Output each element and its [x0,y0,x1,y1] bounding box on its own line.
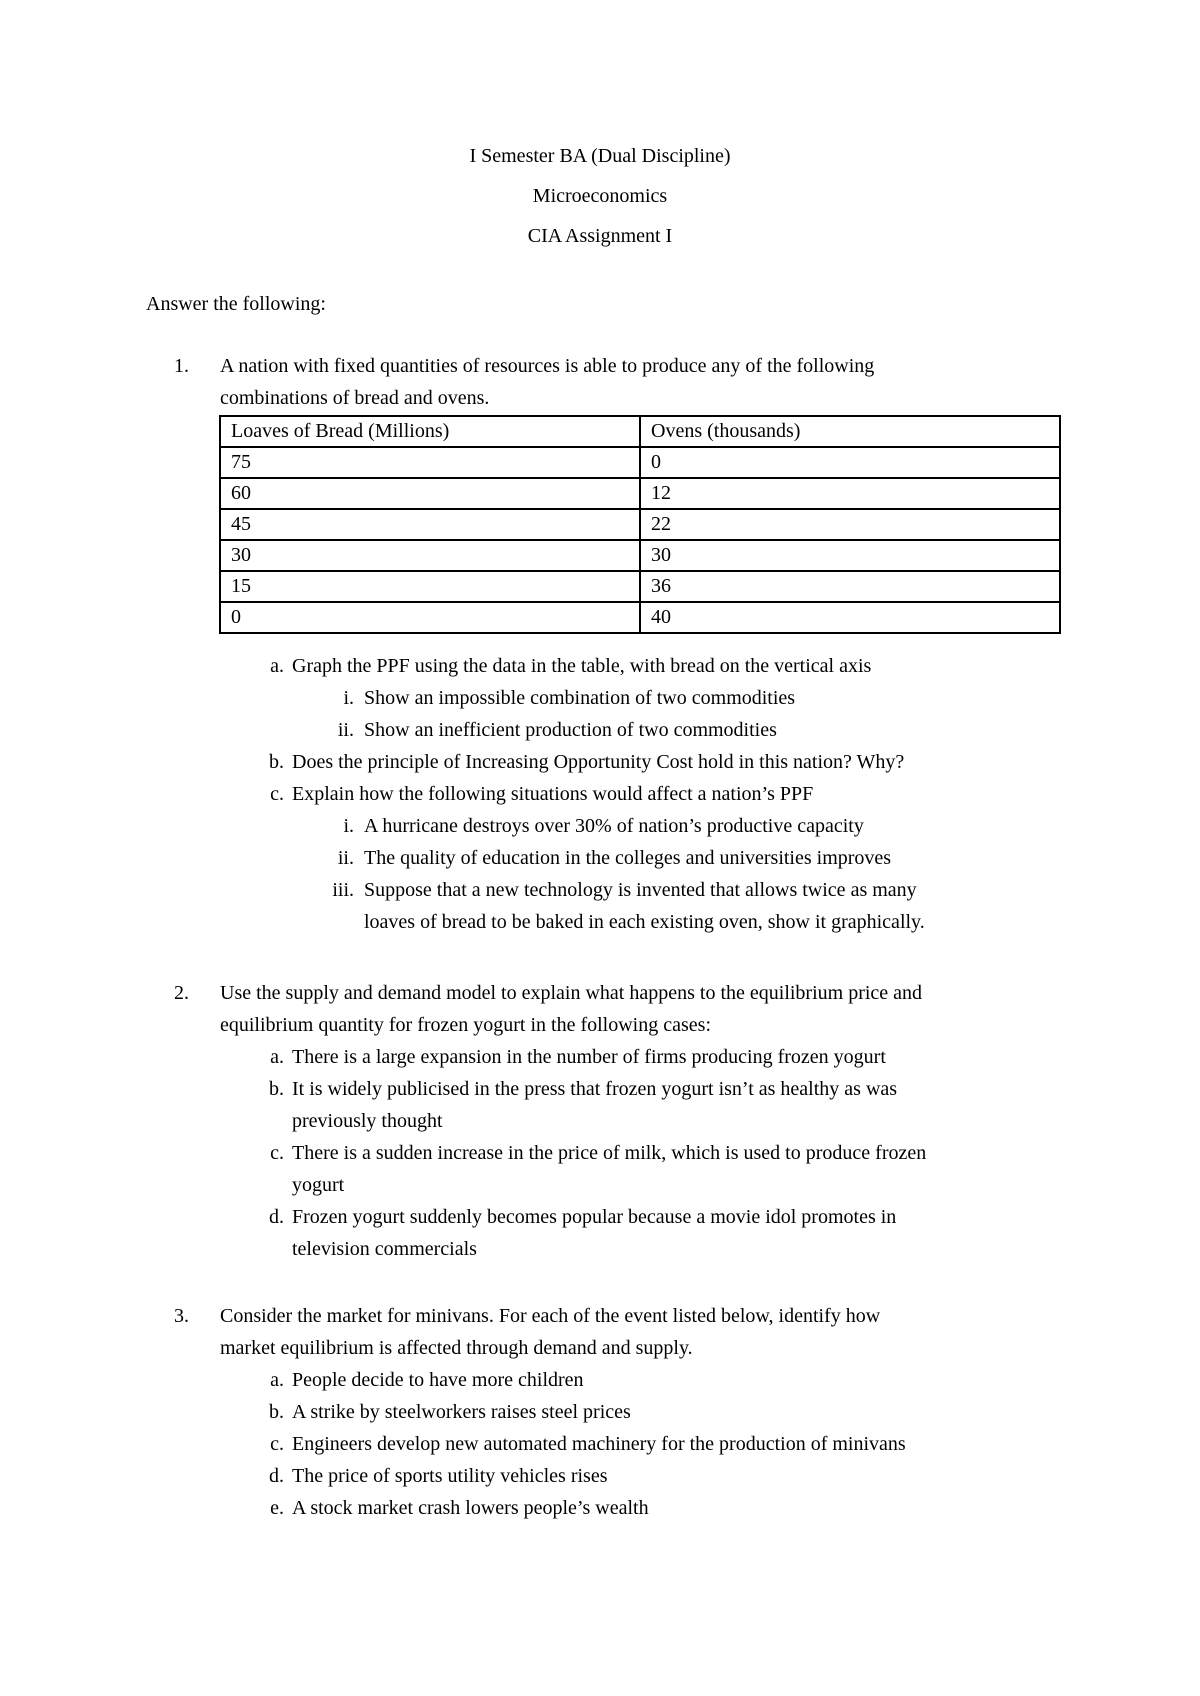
table-cell: 22 [640,509,1060,540]
sub-question-text: Does the principle of Increasing Opportunity Cost hold in this nation? Why? [292,751,905,773]
question-number: 3. [174,1305,189,1327]
assignment-heading: CIA Assignment I [527,225,673,247]
table-header-row [220,416,1060,447]
question-3-line [146,1332,1066,1364]
sub-question-text: The price of sports utility vehicles rises [292,1465,608,1487]
table-row [220,602,1060,633]
instructions: Answer the following: [146,293,326,315]
sub-sub-question [146,714,1066,746]
question-number: 1. [174,355,189,377]
sub-question [146,650,1066,682]
table-cell: 75 [220,447,640,478]
sub-sub-question-text: Show an inefficient production of two commodities [364,719,777,741]
sub-question-continued [146,1169,1066,1201]
sub-sub-question-text: The quality of education in the colleges and universities improves [364,847,892,869]
table-row [220,509,1060,540]
sub-question [146,778,1066,810]
question-3-line [146,1300,1066,1332]
sub-question-text: television commercials [292,1238,477,1260]
table-cell: 30 [640,540,1060,571]
sub-sub-question-label: i. [343,687,354,709]
sub-sub-question-label: iii. [332,879,354,901]
sub-question-text: previously thought [292,1110,443,1132]
sub-question-continued [146,1105,1066,1137]
sub-sub-question [146,874,1066,906]
sub-question [146,1201,1066,1233]
sub-question [146,1396,1066,1428]
sub-question [146,1428,1066,1460]
question-1-parts [146,650,1066,938]
sub-sub-question-text: A hurricane destroys over 30% of nation’s productive capacity [364,815,864,837]
sub-question-text: A stock market crash lowers people’s wealth [292,1497,649,1519]
sub-question-text: There is a large expansion in the number of firms producing frozen yogurt [292,1046,886,1068]
sub-question-text: There is a sudden increase in the price of milk, which is used to produce frozen [292,1142,927,1164]
table-row [220,571,1060,602]
question-text: equilibrium quantity for frozen yogurt in the following cases: [220,1014,711,1036]
sub-question-text: People decide to have more children [292,1369,584,1391]
table-cell: 0 [220,602,640,633]
question-text: Use the supply and demand model to explain what happens to the equilibrium price and [220,982,923,1004]
sub-sub-question-label: ii. [337,847,354,869]
sub-question [146,1041,1066,1073]
sub-question-label: a. [270,655,284,677]
sub-question-text: Explain how the following situations would affect a nation’s PPF [292,783,814,805]
column-header: Ovens (thousands) [640,416,1060,447]
sub-question [146,1073,1066,1105]
table-cell: 30 [220,540,640,571]
sub-question-text: Engineers develop new automated machinery for the production of minivans [292,1433,906,1455]
question-text: combinations of bread and ovens. [220,387,490,409]
sub-sub-question-text: loaves of bread to be baked in each existing oven, show it graphically. [364,911,925,933]
table-cell: 60 [220,478,640,509]
sub-question-text: Graph the PPF using the data in the table, with bread on the vertical axis [292,655,872,677]
question-text: A nation with fixed quantities of resources is able to produce any of the following [220,355,875,377]
table-cell: 0 [640,447,1060,478]
sub-question-label: a. [270,1369,284,1391]
question-2-line [146,1009,1066,1041]
sub-sub-question-label: ii. [337,719,354,741]
sub-question-label: c. [270,1433,284,1455]
question-3 [146,1300,1066,1524]
table-cell: 12 [640,478,1060,509]
sub-sub-question-text: Show an impossible combination of two commodities [364,687,796,709]
question-text: market equilibrium is affected through demand and supply. [220,1337,693,1359]
semester-heading: I Semester BA (Dual Discipline) [469,145,731,167]
table-cell: 36 [640,571,1060,602]
ppf-table [219,415,1061,634]
table-cell: 40 [640,602,1060,633]
sub-sub-question-continued [146,906,1066,938]
table-cell: 45 [220,509,640,540]
sub-sub-question [146,682,1066,714]
sub-question-label: b. [269,751,284,773]
sub-question [146,1137,1066,1169]
subject-heading: Microeconomics [532,185,668,207]
question-1 [146,350,1066,414]
sub-question-label: c. [270,783,284,805]
sub-question-label: d. [269,1206,284,1228]
sub-question-label: d. [269,1465,284,1487]
sub-question [146,1460,1066,1492]
sub-question-text: A strike by steelworkers raises steel prices [292,1401,631,1423]
question-2 [146,977,1066,1265]
question-text: Consider the market for minivans. For each of the event listed below, identify how [220,1305,881,1327]
sub-question [146,1364,1066,1396]
sub-question-text: Frozen yogurt suddenly becomes popular because a movie idol promotes in [292,1206,897,1228]
sub-sub-question [146,842,1066,874]
sub-question-label: a. [270,1046,284,1068]
table-row [220,478,1060,509]
question-number: 2. [174,982,189,1004]
table-cell: 15 [220,571,640,602]
sub-sub-question-label: i. [343,815,354,837]
sub-question-label: b. [269,1078,284,1100]
sub-question-label: c. [270,1142,284,1164]
sub-question-label: b. [269,1401,284,1423]
table-row [220,540,1060,571]
question-2-line [146,977,1066,1009]
sub-question [146,746,1066,778]
table-row [220,447,1060,478]
sub-sub-question [146,810,1066,842]
sub-question-text: It is widely publicised in the press that frozen yogurt isn’t as healthy as was [292,1078,898,1100]
sub-question-text: yogurt [292,1174,345,1196]
column-header: Loaves of Bread (Millions) [220,416,640,447]
sub-sub-question-text: Suppose that a new technology is invented that allows twice as many [364,879,917,901]
sub-question [146,1492,1066,1524]
sub-question-continued [146,1233,1066,1265]
sub-question-label: e. [270,1497,284,1519]
question-1-line [146,350,1066,382]
question-1-line [146,382,1066,414]
